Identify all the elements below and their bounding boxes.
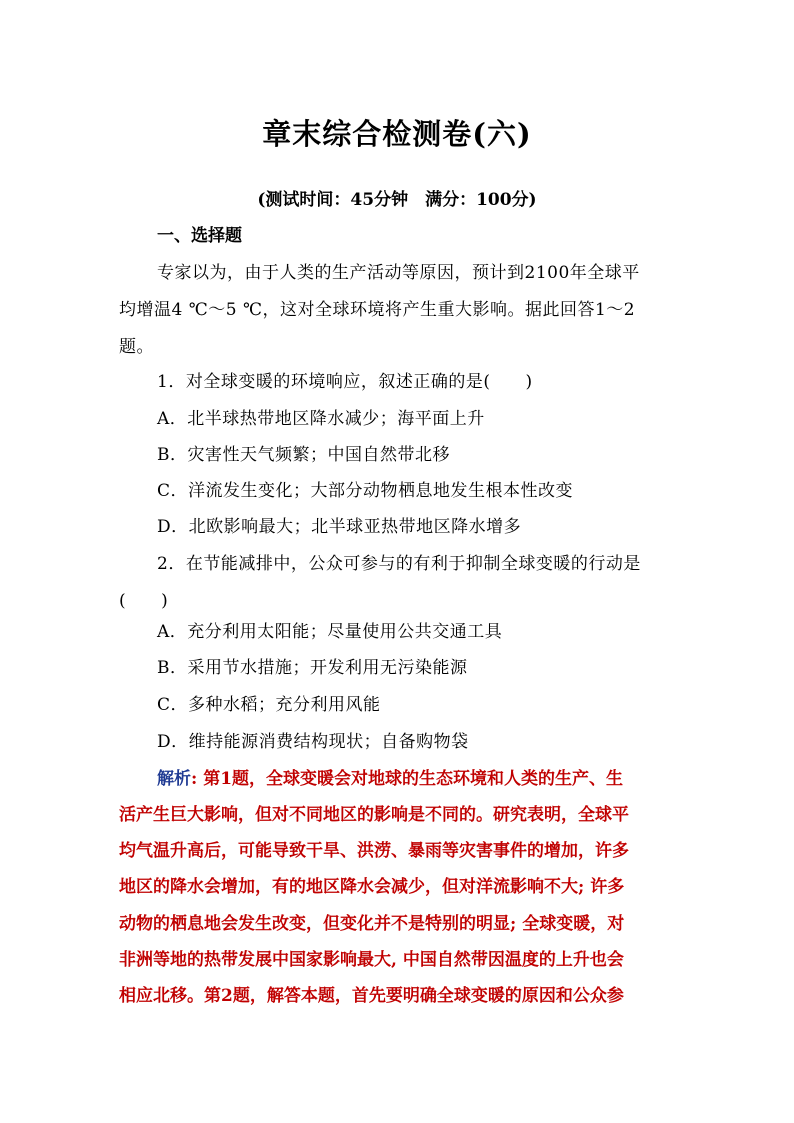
test-info-subtitle: (测试时间：45分钟 满分：100分) [257,190,537,210]
question-2-stem-line-2: ( ) [119,591,169,611]
question-2-option-b: B．采用节水措施；开发利用无污染能源 [157,658,468,678]
section-heading: 一、选择题 [157,226,242,246]
analysis-line-5: 动物的栖息地会发生改变，但变化并不是特别的明显; 全球变暖，对 [119,914,625,934]
question-1-option-a: A．北半球热带地区降水减少；海平面上升 [157,409,485,429]
intro-line-2: 均增温4 ℃～5 ℃，这对全球环境将产生重大影响。据此回答1～2 [119,300,636,320]
question-2-stem-line-1: 2．在节能减排中，公众可参与的有利于抑制全球变暖的行动是 [157,554,641,574]
question-2-option-a: A．充分利用太阳能；尽量使用公共交通工具 [157,622,503,642]
intro-line-3: 题。 [119,337,154,357]
question-2-option-c: C．多种水稻；充分利用风能 [157,695,381,715]
analysis-line-7: 相应北移。第2题，解答本题，首先要明确全球变暖的原因和公众参 [119,986,624,1006]
question-1-option-c: C．洋流发生变化；大部分动物栖息地发生根本性改变 [157,481,574,501]
analysis-label: 解析 [157,769,191,789]
analysis-first-line-text: : 第1题，全球变暖会对地球的生态环境和人类的生产、生 [191,769,624,789]
intro-line-1: 专家以为，由于人类的生产活动等原因，预计到2100年全球平 [157,263,640,283]
analysis-line-3: 均气温升高后，可能导致干旱、洪涝、暴雨等灾害事件的增加，许多 [119,841,629,861]
analysis-line-6: 非洲等地的热带发展中国家影响最大, 中国自然带因温度的上升也会 [119,950,624,970]
page-title: 章末综合检测卷(六) [262,117,532,151]
analysis-line-2: 活产生巨大影响，但对不同地区的影响是不同的。研究表明，全球平 [119,805,629,825]
question-1-option-d: D．北欧影响最大；北半球亚热带地区降水增多 [157,517,522,537]
analysis-first-line [157,765,623,793]
question-1-option-b: B．灾害性天气频繁；中国自然带北移 [157,445,450,465]
question-2-option-d: D．维持能源消费结构现状；自备购物袋 [157,732,469,752]
analysis-line-4: 地区的降水会增加，有的地区降水会减少，但对洋流影响不大; 许多 [119,877,625,897]
question-1-stem: 1．对全球变暖的环境响应，叙述正确的是( ) [157,372,533,392]
